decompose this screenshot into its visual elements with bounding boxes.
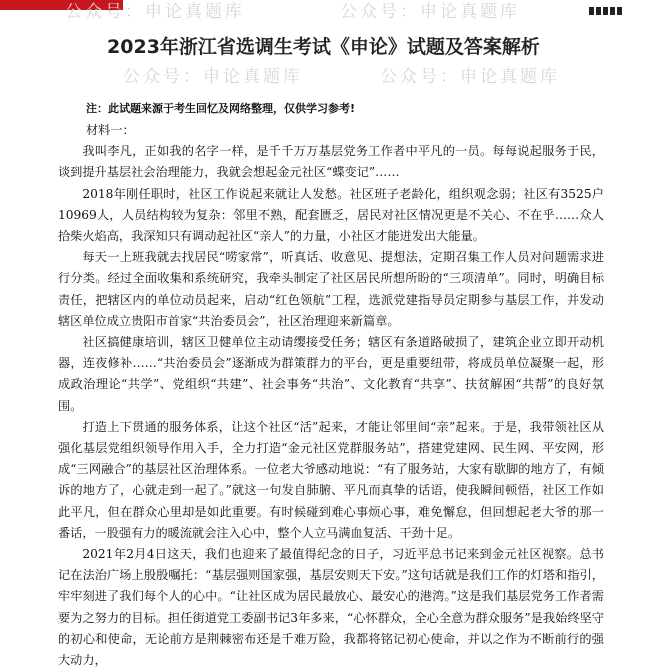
qr-code-icon	[589, 0, 629, 10]
source-note: 注：此试题来源于考生回忆及网络整理，仅供学习参考!	[86, 102, 356, 115]
paragraph: 打造上下贯通的服务体系，让这个社区“活”起来，才能让邻里间“亲”起来。于是，我带领社区从强化基层党组织领导作用入手，全力打造“金元社区党群服务站”，搭建党建网、民生网、平安网，形成“三网融合”的基层社区治理体系。一位老大爷感动地说：“有了服务站，大家有歇脚的地方了，有倾诉的地方了，心就走到一起了。”就这一句发自肺腑、平凡而真挚的话语，使我瞬间顿悟，社区工作如此平凡，但在群众心里却是如此重要。有时候碰到难心事烦心事，难免懈怠，但回想起老大爷的那一番话，一股强有力的暖流就会注入心中，整个人立马满血复活、干劲十足。	[58, 419, 604, 540]
paragraph: 社区搞健康培训，辖区卫健单位主动请缨接受任务；辖区有条道路破损了，建筑企业立即开动机器，连夜修补……“共治委员会”逐渐成为群策群力的平台，更是重要纽带，将成员单位凝聚一起，形成政治理论“共学”、党组织“共建”、社会事务“共治”、文化教育“共享”、扶贫解困“共帮”的良好氛围。	[58, 335, 604, 413]
watermark: 公众号：申论真题库	[380, 67, 560, 87]
paragraph: 我叫李凡，正如我的名字一样，是千千万万基层党务工作者中平凡的一员。每每说起服务于民，谈到提升基层社会治理能力，我就会想起金元社区“蝶变记”……	[58, 144, 604, 180]
watermark: 公众号：申论真题库	[123, 67, 303, 87]
paragraph: 每天一上班我就去找居民“唠家常”，听真话、收意见、提想法，定期召集工作人员对问题需求进行分类。经过全面收集和系统研究，我牵头制定了社区居民所想所盼的“三项清单”。同时，明确目标责任，把辖区内的单位动员起来，启动“红色领航”工程，选派党建指导员定期参与基层工作，并发动辖区单位成立贵阳市首家“共治委员会”，社区治理迎来新篇章。	[58, 250, 604, 328]
document-title: 2023年浙江省选调生考试《申论》试题及答案解析	[107, 36, 540, 58]
material-label: 材料一：	[86, 123, 135, 137]
watermark: 公众号：申论真题库	[340, 2, 520, 22]
document-body	[58, 120, 604, 671]
paragraph: 2018年刚任职时，社区工作说起来就让人发愁。社区班子老龄化，组织观念弱；社区有3525户10969人，人员结构较为复杂：邻里不熟，配套匮乏，居民对社区情况更是不关心、不在乎……众人拾柴火焰高，我深知只有调动起社区“亲人”的力量，小社区才能迸发出大能量。	[58, 186, 604, 244]
paragraph: 2021年2月4日这天，我们也迎来了最值得纪念的日子，习近平总书记来到金元社区视察。总书记在法治广场上殷殷嘱托：“基层强则国家强，基层安则天下安。”这句话就是我们工作的灯塔和指引，牢牢刻进了我们每个人的心中。“让社区成为居民最放心、最安心的港湾。”这是我们基层党务工作者需要为之努力的目标。担任街道党工委副书记3年多来，“心怀群众，全心全意为群众服务”是我始终坚守的初心和使命，无论前方是荆棘密布还是千难万险，我都将铭记初心使命，并以之作为不断前行的强大动力，	[58, 547, 604, 668]
watermark: 公众号：申论真题库	[65, 2, 245, 22]
